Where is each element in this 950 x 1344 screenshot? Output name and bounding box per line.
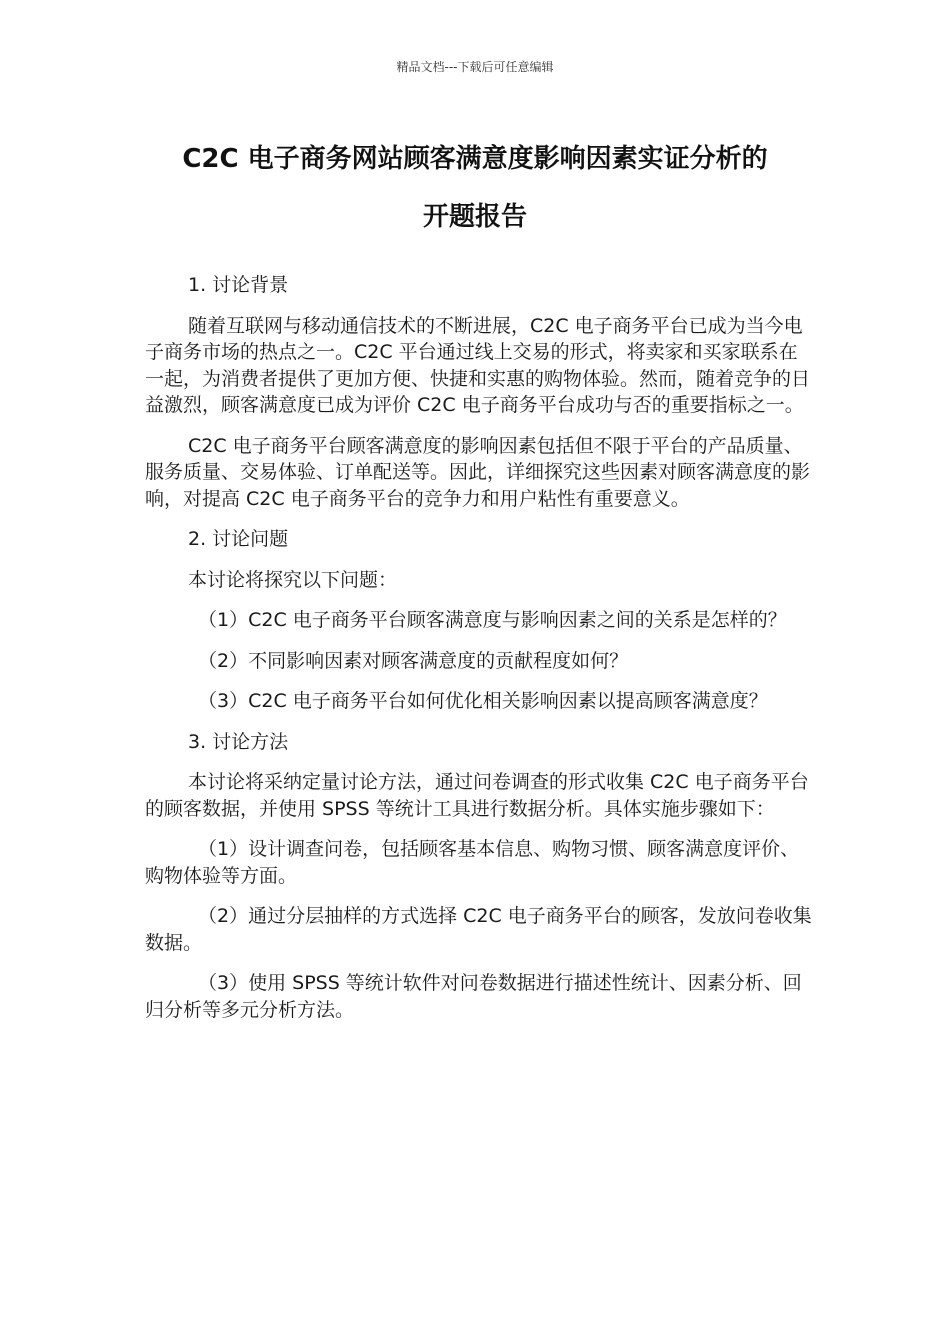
method-step-3: （3）使用 SPSS 等统计软件对问卷数据进行描述性统计、因素分析、回归分析等多元分析方法。 <box>145 972 802 1021</box>
title-line-2: 开题报告 <box>422 202 527 232</box>
document-body <box>145 272 813 1037</box>
section-2-intro: 本讨论将探究以下问题： <box>188 568 398 591</box>
section-2-heading: 2. 讨论问题 <box>188 528 289 550</box>
method-step-1: （1）设计调查问卷，包括顾客基本信息、购物习惯、顾客满意度评价、购物体验等方面。 <box>145 838 800 887</box>
section-3-heading: 3. 讨论方法 <box>188 730 289 753</box>
section-1-heading: 1. 讨论背景 <box>188 274 289 296</box>
section-3-intro: 本讨论将采纳定量讨论方法，通过问卷调查的形式收集 C2C 电子商务平台的顾客数据，并使用 SPSS 等统计工具进行数据分析。具体实施步骤如下： <box>145 771 809 820</box>
method-step-2: （2）通过分层抽样的方式选择 C2C 电子商务平台的顾客，发放问卷收集数据。 <box>145 905 812 954</box>
question-1: （1）C2C 电子商务平台顾客满意度与影响因素之间的关系是怎样的？ <box>198 609 787 631</box>
question-2: （2）不同影响因素对顾客满意度的贡献程度如何？ <box>198 649 629 672</box>
question-3: （3）C2C 电子商务平台如何优化相关影响因素以提高顾客满意度？ <box>198 690 768 712</box>
page-header: 精品文档---下载后可任意编辑 <box>396 60 554 74</box>
title-line-1: C2C 电子商务网站顾客满意度影响因素实证分析的 <box>182 144 768 174</box>
section-1-paragraph-1: 随着互联网与移动通信技术的不断进展，C2C 电子商务平台已成为当今电子商务市场的热点之一。C2C 平台通过线上交易的形式，将卖家和买家联系在一起，为消费者提供了更加方便、快捷和实惠的购物体验。然而，随着竞争的日益激烈，顾客满意度已成为评价 C2C 电子商务平台成功与否的重要指标之一。 <box>145 314 811 416</box>
section-1-paragraph-2: C2C 电子商务平台顾客满意度的影响因素包括但不限于平台的产品质量、服务质量、交易体验、订单配送等。因此，详细探究这些因素对顾客满意度的影响，对提高 C2C 电子商务平台的竞争力和用户粘性有重要意义。 <box>145 434 811 510</box>
